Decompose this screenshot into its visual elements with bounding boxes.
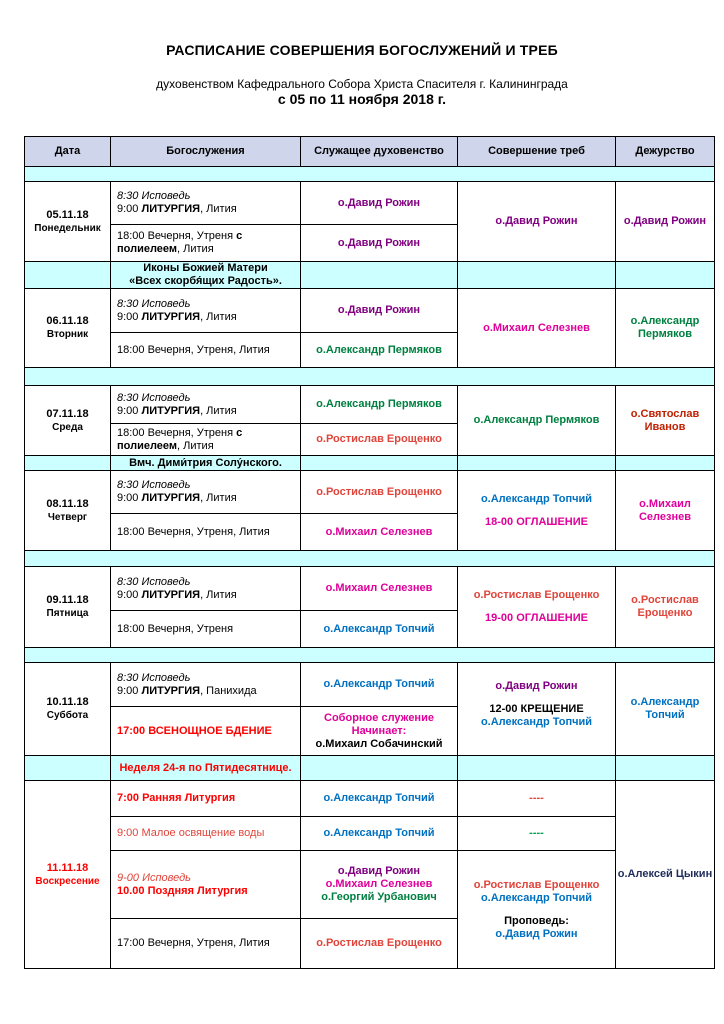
clergy-cell: о.Александр Топчий — [301, 663, 458, 707]
date-range: с 05 по 11 ноября 2018 г. — [277, 91, 447, 107]
column-header-rites: Совершение треб — [458, 137, 616, 167]
clergy-cell: о.Александр Пермяков — [301, 333, 458, 368]
service-cell: 18:00 Вечерня, Утреня — [111, 611, 301, 648]
duty-cell: о.Михаил Селезнев — [616, 471, 715, 551]
column-header-date: Дата — [25, 137, 111, 167]
document-subtitle: духовенством Кафедрального Собора Христа Спасителя г. Калининграда — [156, 77, 568, 91]
clergy-cell: о.Александр Пермяков — [301, 386, 458, 424]
clergy-cell: о.Александр Топчий — [301, 817, 458, 851]
duty-cell: о.Святослав Иванов — [616, 386, 715, 456]
clergy-cell: о.Давид Рожин — [301, 182, 458, 225]
service-cell: 8:30 Исповедь 9:00 ЛИТУРГИЯ, Лития — [111, 471, 301, 514]
date-cell: 10.11.18 Суббота — [25, 663, 111, 756]
clergy-cell: Соборное служение Начинает: о.Михаил Собачинский — [301, 707, 458, 756]
rites-cell: о.Александр Пермяков — [458, 386, 616, 456]
service-cell: 8:30 Исповедь 9:00 ЛИТУРГИЯ, Лития — [111, 386, 301, 424]
table-row — [25, 781, 715, 817]
date-cell: 11.11.18 Воскресение — [25, 781, 111, 969]
rites-cell: о.Ростислав Ерощенко о.Александр Топчий Проповедь: о.Давид Рожин — [458, 851, 616, 969]
clergy-cell: о.Давид Рожин о.Михаил Селезнев о.Георгий Урбанович — [301, 851, 458, 919]
separator-row — [25, 368, 715, 386]
service-cell: 18:00 Вечерня, Утреня с полиелеем, Лития — [111, 424, 301, 456]
service-cell: 8:30 Исповедь 9:00 ЛИТУРГИЯ, Лития — [111, 182, 301, 225]
table-row — [25, 182, 715, 225]
clergy-cell: о.Давид Рожин — [301, 289, 458, 333]
date-cell: 06.11.18 Вторник — [25, 289, 111, 368]
rites-cell: ---- — [458, 817, 616, 851]
service-cell: 9-00 Исповедь 10.00 Поздняя Литургия — [111, 851, 301, 919]
clergy-cell: о.Михаил Селезнев — [301, 567, 458, 611]
service-cell: 18:00 Вечерня, Утреня, Лития — [111, 514, 301, 551]
rites-cell: о.Александр Топчий 18-00 ОГЛАШЕНИЕ — [458, 471, 616, 551]
duty-cell: о.Давид Рожин — [616, 182, 715, 262]
rites-cell: о.Давид Рожин — [458, 182, 616, 262]
table-row — [25, 471, 715, 514]
service-cell: 18:00 Вечерня, Утреня, Лития — [111, 333, 301, 368]
clergy-cell: о.Ростислав Ерощенко — [301, 424, 458, 456]
table-row — [25, 386, 715, 424]
date: 05.11.18 — [46, 208, 89, 221]
column-header-clergy: Служащее духовенство — [301, 137, 458, 167]
service-cell: 8:30 Исповедь 9:00 ЛИТУРГИЯ, Лития — [111, 567, 301, 611]
clergy-cell: о.Михаил Селезнев — [301, 514, 458, 551]
feast-row — [25, 262, 715, 289]
clergy-cell: о.Ростислав Ерощенко — [301, 919, 458, 969]
weekday: Понедельник — [34, 222, 101, 234]
rites-cell: о.Ростислав Ерощенко 19-00 ОГЛАШЕНИЕ — [458, 567, 616, 648]
service-cell: 9:00 Малое освящение воды — [111, 817, 301, 851]
table-row — [25, 817, 715, 851]
column-header-duty: Дежурство — [616, 137, 715, 167]
separator-row — [25, 167, 715, 182]
feast-label: Неделя 24-я по Пятидесятнице. — [111, 756, 301, 781]
rites-cell: о.Михаил Селезнев — [458, 289, 616, 368]
duty-cell: о.Александр Топчий — [616, 663, 715, 756]
separator-row — [25, 648, 715, 663]
date-cell: 08.11.18 Четверг — [25, 471, 111, 551]
schedule-table — [24, 136, 715, 969]
duty-cell: о.Ростислав Ерощенко — [616, 567, 715, 648]
feast-label: Иконы Божией Матери «Всех скорбя́щих Радость». — [111, 262, 301, 289]
date-cell — [25, 182, 111, 262]
table-header-row — [25, 137, 715, 167]
table-row — [25, 851, 715, 919]
service-cell: 17:00 Вечерня, Утреня, Лития — [111, 919, 301, 969]
service-cell: 8:30 Исповедь 9:00 ЛИТУРГИЯ, Панихида — [111, 663, 301, 707]
rites-cell: ---- — [458, 781, 616, 817]
clergy-cell: о.Давид Рожин — [301, 225, 458, 262]
document-title: РАСПИСАНИЕ СОВЕРШЕНИЯ БОГОСЛУЖЕНИЙ И ТРЕБ — [166, 42, 558, 58]
table-row — [25, 663, 715, 707]
table-row — [25, 289, 715, 333]
feast-row — [25, 756, 715, 781]
clergy-cell: о.Александр Топчий — [301, 611, 458, 648]
table-row — [25, 567, 715, 611]
service-cell: 18:00 Вечерня, Утреня с полиелеем, Лития — [111, 225, 301, 262]
feast-label: Вмч. Дими́трия Солу́нского. — [111, 456, 301, 471]
clergy-cell: о.Ростислав Ерощенко — [301, 471, 458, 514]
duty-cell: о.Александр Пермяков — [616, 289, 715, 368]
date-cell: 09.11.18 Пятница — [25, 567, 111, 648]
feast-row — [25, 456, 715, 471]
service-cell: 17:00 ВСЕНОЩНОЕ БДЕНИЕ — [111, 707, 301, 756]
column-header-services: Богослужения — [111, 137, 301, 167]
separator-row — [25, 551, 715, 567]
service-cell: 8:30 Исповедь 9:00 ЛИТУРГИЯ, Лития — [111, 289, 301, 333]
date-cell: 07.11.18 Среда — [25, 386, 111, 456]
duty-cell: о.Алексей Цыкин — [616, 781, 715, 969]
rites-cell: о.Давид Рожин 12-00 КРЕЩЕНИЕ о.Александр Топчий — [458, 663, 616, 756]
clergy-cell: о.Александр Топчий — [301, 781, 458, 817]
service-cell: 7:00 Ранняя Литургия — [111, 781, 301, 817]
